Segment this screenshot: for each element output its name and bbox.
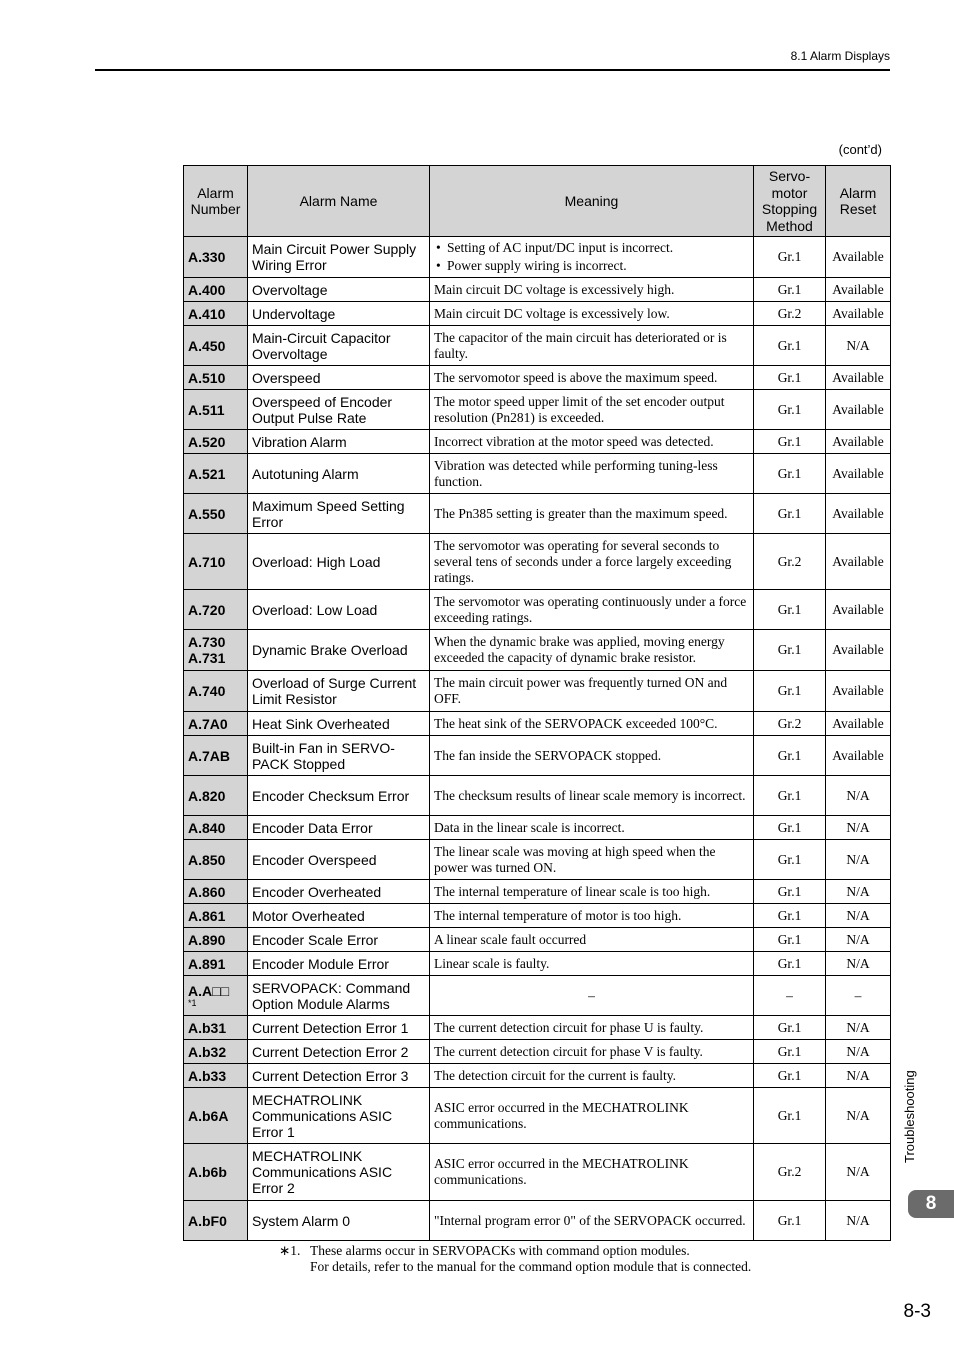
alarm-table [183,165,891,1241]
alarm-number-cell [184,494,248,534]
alarm-reset: N/A [826,952,891,976]
alarm-name: MECHATROLINK Communications ASIC Error 1 [248,1088,430,1144]
stopping-method: Gr.1 [754,928,826,952]
header-rule [95,69,890,71]
alarm-number: A.A□□ [188,983,230,999]
stopping-method: Gr.2 [754,712,826,736]
alarm-meaning: The motor speed upper limit of the set encoder output resolution (Pn281) is exceeded. [430,390,754,430]
alarm-reset: Available [826,671,891,712]
alarm-name: Overload of Surge Current Limit Resistor [248,671,430,712]
alarm-number: A.b33 [188,1067,227,1084]
alarm-name: Encoder Overheated [248,880,430,904]
chapter-tab: 8 [908,1190,954,1218]
alarm-number: A.730 [188,634,226,650]
table-row [184,736,891,776]
meaning-bullet-item: • Setting of AC input/DC input is incorrect. [434,239,749,257]
continued-label: (cont’d) [838,142,882,157]
alarm-name: Encoder Checksum Error [248,776,430,816]
alarm-number-cell [184,237,248,278]
table-row [184,1144,891,1201]
table-row [184,1016,891,1040]
alarm-reset: Available [826,454,891,494]
alarm-meaning: – [430,976,754,1016]
alarm-name: Heat Sink Overheated [248,712,430,736]
alarm-number-cell [184,1040,248,1064]
stopping-method: Gr.1 [754,430,826,454]
alarm-number: A.850 [188,851,226,868]
alarm-name: Main Circuit Power Supply Wiring Error [248,237,430,278]
alarm-meaning: The servomotor was operating for several seconds to several tens of seconds under a force largely exceeding ratings. [430,534,754,590]
alarm-number: A.511 [188,401,225,418]
alarm-number: A.b31 [188,1019,227,1036]
alarm-meaning: The main circuit power was frequently turned ON and OFF. [430,671,754,712]
table-row [184,326,891,366]
col-header-alarm-number: Alarm Number [184,166,248,237]
alarm-number-cell [184,976,248,1016]
section-header: 8.1 Alarm Displays [790,49,890,63]
alarm-number: A.820 [188,787,226,804]
alarm-name: Overload: High Load [248,534,430,590]
alarm-number-cell [184,816,248,840]
stopping-method: Gr.1 [754,326,826,366]
table-row [184,302,891,326]
alarm-reset: Available [826,534,891,590]
alarm-reset: Available [826,494,891,534]
alarm-name: System Alarm 0 [248,1201,430,1241]
alarm-meaning: Data in the linear scale is incorrect. [430,816,754,840]
table-row [184,712,891,736]
table-row [184,630,891,671]
table-row [184,1040,891,1064]
alarm-meaning [430,237,754,278]
stopping-method: Gr.1 [754,1040,826,1064]
alarm-name: Encoder Overspeed [248,840,430,880]
chapter-side-label: Troubleshooting [902,1070,917,1163]
alarm-reset: N/A [826,840,891,880]
alarm-reset: N/A [826,326,891,366]
table-row [184,880,891,904]
alarm-number-cell [184,278,248,302]
footnote [279,1243,839,1275]
alarm-meaning: The checksum results of linear scale memory is incorrect. [430,776,754,816]
alarm-number-cell [184,904,248,928]
alarm-reset: Available [826,237,891,278]
stopping-method: – [754,976,826,1016]
alarm-number-cell [184,736,248,776]
stopping-method: Gr.1 [754,840,826,880]
alarm-number: A.740 [188,683,226,699]
stopping-method: Gr.1 [754,904,826,928]
stopping-method: Gr.1 [754,816,826,840]
alarm-reset: Available [826,302,891,326]
stopping-method: Gr.1 [754,237,826,278]
stopping-method: Gr.1 [754,630,826,671]
alarm-meaning: Linear scale is faulty. [430,952,754,976]
stopping-method: Gr.1 [754,1064,826,1088]
alarm-meaning: ASIC error occurred in the MECHATROLINK communications. [430,1144,754,1201]
alarm-number-cell [184,712,248,736]
alarm-meaning: Main circuit DC voltage is excessively low. [430,302,754,326]
alarm-number-cell [184,390,248,430]
alarm-number: A.550 [188,505,226,522]
alarm-reset: N/A [826,1040,891,1064]
alarm-number-cell [184,1088,248,1144]
alarm-reset: N/A [826,1201,891,1241]
alarm-number-cell [184,952,248,976]
alarm-number: A.330 [188,249,226,265]
alarm-number-cell [184,590,248,630]
alarm-number: A.bF0 [188,1212,227,1229]
alarm-reset: N/A [826,776,891,816]
alarm-name: Maximum Speed Setting Error [248,494,430,534]
alarm-meaning: The internal temperature of linear scale is too high. [430,880,754,904]
table-row [184,237,891,278]
table-row [184,590,891,630]
col-header-alarm-reset: Alarm Reset [826,166,891,237]
stopping-method: Gr.1 [754,454,826,494]
alarm-number: A.890 [188,931,226,948]
table-row [184,840,891,880]
alarm-meaning: The detection circuit for the current is faulty. [430,1064,754,1088]
meaning-bullet-list [434,239,749,275]
alarm-number-cell [184,840,248,880]
alarm-meaning: Vibration was detected while performing tuning-less function. [430,454,754,494]
table-row [184,534,891,590]
stopping-method: Gr.1 [754,1088,826,1144]
alarm-name: Autotuning Alarm [248,454,430,494]
alarm-name: Current Detection Error 2 [248,1040,430,1064]
alarm-number: A.891 [188,955,226,972]
alarm-number: A.840 [188,819,226,836]
alarm-name: Vibration Alarm [248,430,430,454]
alarm-name: MECHATROLINK Communications ASIC Error 2 [248,1144,430,1201]
alarm-name: Dynamic Brake Overload [248,630,430,671]
table-row [184,390,891,430]
alarm-name: Current Detection Error 3 [248,1064,430,1088]
alarm-number-cell [184,1201,248,1241]
alarm-reset: N/A [826,1016,891,1040]
alarm-name: Encoder Scale Error [248,928,430,952]
table-row [184,454,891,494]
stopping-method: Gr.2 [754,302,826,326]
alarm-number-cell [184,671,248,712]
stopping-method: Gr.1 [754,390,826,430]
alarm-meaning: The internal temperature of motor is too high. [430,904,754,928]
alarm-meaning: The servomotor speed is above the maximum speed. [430,366,754,390]
stopping-method: Gr.1 [754,952,826,976]
stopping-method: Gr.1 [754,278,826,302]
alarm-name: Overload: Low Load [248,590,430,630]
alarm-number: A.521 [188,465,226,482]
alarm-name: Overspeed [248,366,430,390]
alarm-reset: Available [826,630,891,671]
alarm-number-cell [184,430,248,454]
alarm-name: Overvoltage [248,278,430,302]
stopping-method: Gr.1 [754,366,826,390]
table-row [184,1201,891,1241]
alarm-number: A.7AB [188,747,231,764]
meaning-bullet-item: • Power supply wiring is incorrect. [434,257,749,275]
alarm-number-secondary: A.731 [188,650,226,666]
alarm-reset: – [826,976,891,1016]
alarm-number-cell [184,366,248,390]
alarm-meaning: The servomotor was operating continuously under a force exceeding ratings. [430,590,754,630]
alarm-reset: N/A [826,928,891,952]
table-header-row [184,166,891,237]
alarm-number-cell [184,454,248,494]
table-row [184,430,891,454]
footnote-reference: *1 [188,998,197,1008]
table-row [184,904,891,928]
alarm-reset: N/A [826,816,891,840]
alarm-number: A.720 [188,601,226,618]
alarm-reset: Available [826,712,891,736]
stopping-method: Gr.1 [754,590,826,630]
alarm-meaning: "Internal program error 0" of the SERVOPACK occurred. [430,1201,754,1241]
alarm-number: A.510 [188,369,226,386]
alarm-reset: Available [826,278,891,302]
alarm-number: A.410 [188,305,226,322]
alarm-number: A.520 [188,433,226,450]
alarm-meaning: ASIC error occurred in the MECHATROLINK communications. [430,1088,754,1144]
alarm-name: Overspeed of Encoder Output Pulse Rate [248,390,430,430]
alarm-meaning: The fan inside the SERVOPACK stopped. [430,736,754,776]
alarm-meaning: The Pn385 setting is greater than the maximum speed. [430,494,754,534]
page-number: 8-3 [903,1301,931,1322]
alarm-number: A.450 [188,337,226,354]
stopping-method: Gr.1 [754,494,826,534]
alarm-name: Current Detection Error 1 [248,1016,430,1040]
alarm-number: A.b6b [188,1164,227,1180]
alarm-number-cell [184,630,248,671]
alarm-name: Main-Circuit Capacitor Overvoltage [248,326,430,366]
alarm-number: A.400 [188,281,226,298]
alarm-name: Encoder Data Error [248,816,430,840]
table-row [184,816,891,840]
alarm-number-cell [184,928,248,952]
alarm-number: A.710 [188,553,226,570]
table-row [184,494,891,534]
table-row [184,671,891,712]
alarm-number-cell [184,1016,248,1040]
alarm-meaning: The current detection circuit for phase U is faulty. [430,1016,754,1040]
alarm-number-cell [184,1144,248,1201]
alarm-meaning: The capacitor of the main circuit has deteriorated or is faulty. [430,326,754,366]
table-row [184,952,891,976]
alarm-number-cell [184,534,248,590]
footnote-mark: ∗1. [279,1243,301,1258]
alarm-reset: N/A [826,880,891,904]
alarm-meaning: A linear scale fault occurred [430,928,754,952]
alarm-meaning: The current detection circuit for phase V is faulty. [430,1040,754,1064]
alarm-number-cell [184,326,248,366]
alarm-number: A.861 [188,907,226,924]
stopping-method: Gr.1 [754,880,826,904]
alarm-reset: Available [826,366,891,390]
alarm-number-cell [184,776,248,816]
table-row [184,1064,891,1088]
alarm-number: A.b32 [188,1043,227,1060]
alarm-reset: N/A [826,1144,891,1201]
alarm-meaning: When the dynamic brake was applied, moving energy exceeded the capacity of dynamic brake resistor. [430,630,754,671]
alarm-meaning: The linear scale was moving at high speed when the power was turned ON. [430,840,754,880]
alarm-number-cell [184,880,248,904]
stopping-method: Gr.1 [754,671,826,712]
table-row [184,366,891,390]
table-row [184,976,891,1016]
alarm-meaning: Incorrect vibration at the motor speed was detected. [430,430,754,454]
footnote-line-2: For details, refer to the manual for the command option module that is connected. [310,1259,752,1274]
alarm-number-cell [184,1064,248,1088]
col-header-meaning: Meaning [430,166,754,237]
stopping-method: Gr.1 [754,776,826,816]
alarm-meaning: The heat sink of the SERVOPACK exceeded 100°C. [430,712,754,736]
alarm-number: A.b6A [188,1107,229,1124]
alarm-reset: Available [826,736,891,776]
alarm-name: Undervoltage [248,302,430,326]
footnote-line-1: These alarms occur in SERVOPACKs with command option modules. [310,1243,690,1258]
alarm-reset: Available [826,590,891,630]
alarm-reset: Available [826,390,891,430]
alarm-meaning: Main circuit DC voltage is excessively high. [430,278,754,302]
alarm-reset: N/A [826,904,891,928]
table-row [184,776,891,816]
alarm-name: SERVOPACK: Command Option Module Alarms [248,976,430,1016]
table-row [184,278,891,302]
stopping-method: Gr.2 [754,1144,826,1201]
alarm-reset: Available [826,430,891,454]
alarm-number: A.860 [188,883,226,900]
stopping-method: Gr.2 [754,534,826,590]
alarm-reset: N/A [826,1088,891,1144]
alarm-name: Encoder Module Error [248,952,430,976]
alarm-name: Built-in Fan in SERVO-PACK Stopped [248,736,430,776]
table-row [184,928,891,952]
alarm-number-cell [184,302,248,326]
table-row [184,1088,891,1144]
stopping-method: Gr.1 [754,1201,826,1241]
alarm-number: A.7A0 [188,715,228,732]
alarm-table-body [184,237,891,1241]
col-header-alarm-name: Alarm Name [248,166,430,237]
alarm-name: Motor Overheated [248,904,430,928]
alarm-reset: N/A [826,1064,891,1088]
col-header-stopping-method: Servo-motor Stopping Method [754,166,826,237]
stopping-method: Gr.1 [754,1016,826,1040]
stopping-method: Gr.1 [754,736,826,776]
